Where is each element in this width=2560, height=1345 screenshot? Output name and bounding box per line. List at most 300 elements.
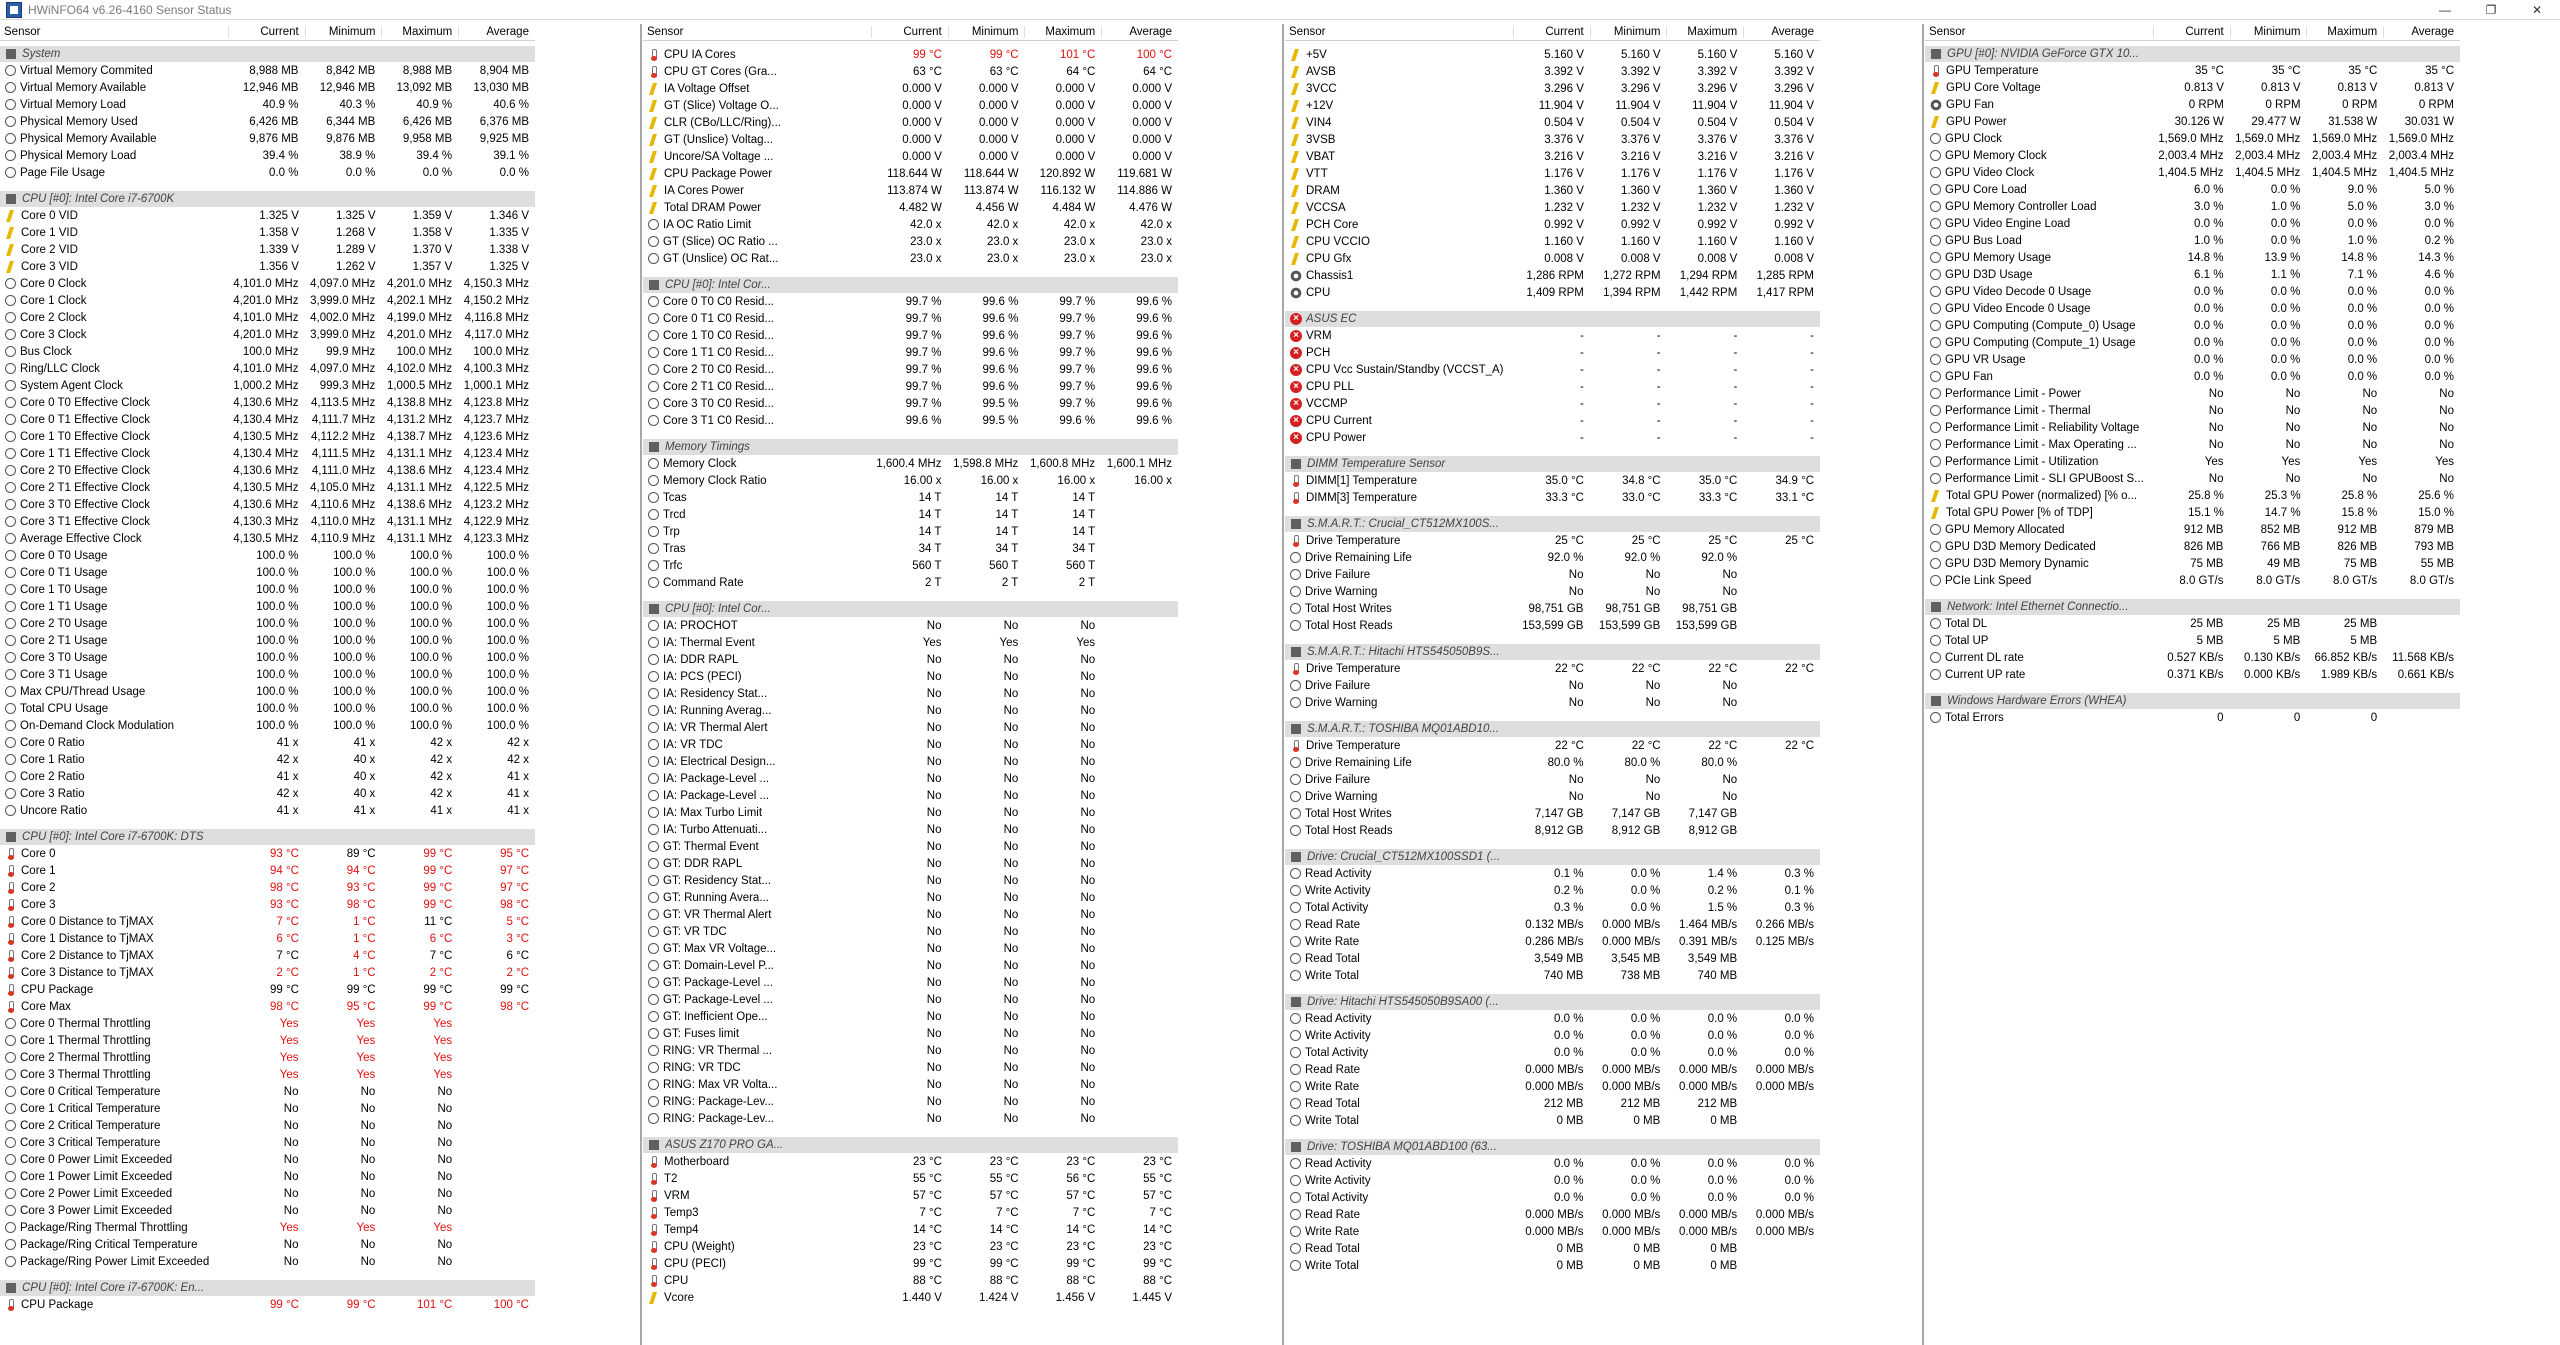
sensor-row[interactable] [643,182,1178,199]
sensor-row[interactable] [0,1134,535,1151]
sensor-row[interactable] [643,1153,1178,1170]
sensor-row[interactable] [0,964,535,981]
sensor-row[interactable] [643,472,1178,489]
sensor-group-header[interactable] [1925,599,2460,615]
header-minimum[interactable]: Minimum [305,26,382,38]
sensor-row[interactable] [0,751,535,768]
header-average[interactable]: Average [1101,26,1178,38]
sensor-row[interactable] [643,250,1178,267]
sensor-row[interactable] [1285,899,1820,916]
sensor-row[interactable] [0,802,535,819]
sensor-row[interactable] [1285,46,1820,63]
sensor-row[interactable] [0,224,535,241]
sensor-row[interactable] [1285,566,1820,583]
sensor-row[interactable] [643,804,1178,821]
sensor-row[interactable] [0,513,535,530]
sensor-column-3[interactable] [1285,24,1820,1345]
sensor-row[interactable] [0,879,535,896]
sensor-row[interactable] [1285,967,1820,984]
sensor-row[interactable] [1925,453,2460,470]
header-current[interactable]: Current [2153,26,2230,38]
sensor-group-header[interactable] [0,1280,535,1296]
sensor-row[interactable] [1285,489,1820,506]
sensor-row[interactable] [643,770,1178,787]
sensor-row[interactable] [643,651,1178,668]
sensor-row[interactable] [643,1289,1178,1306]
sensor-row[interactable] [1925,198,2460,215]
header-sensor[interactable]: Sensor [647,26,684,38]
sensor-row[interactable] [0,428,535,445]
sensor-row[interactable] [0,1185,535,1202]
sensor-row[interactable] [643,668,1178,685]
sensor-row[interactable] [0,258,535,275]
sensor-row[interactable] [643,97,1178,114]
sensor-row[interactable] [1285,1010,1820,1027]
sensor-row[interactable] [1285,344,1820,361]
sensor-row[interactable] [1925,147,2460,164]
sensor-row[interactable] [1285,233,1820,250]
sensor-row[interactable] [0,1117,535,1134]
sensor-clock-icon [1290,1115,1301,1126]
sensor-row[interactable] [0,1083,535,1100]
sensor-row[interactable] [0,1015,535,1032]
sensor-row[interactable] [1285,199,1820,216]
sensor-row[interactable] [1285,114,1820,131]
sensor-row[interactable] [1285,165,1820,182]
sensor-row[interactable] [643,855,1178,872]
sensor-row[interactable] [0,632,535,649]
sensor-group-header[interactable] [643,601,1178,617]
sensor-row[interactable] [0,147,535,164]
sensor-row[interactable] [1925,521,2460,538]
sensor-row[interactable] [0,343,535,360]
sensor-row[interactable] [1285,617,1820,634]
sensor-row[interactable] [0,785,535,802]
header-maximum[interactable]: Maximum [1024,26,1101,38]
sensor-row[interactable] [0,479,535,496]
sensor-group-header[interactable] [0,829,535,845]
sensor-row[interactable] [1285,284,1820,301]
sensor-row[interactable] [1285,754,1820,771]
sensor-row[interactable] [0,547,535,564]
header-maximum[interactable]: Maximum [1666,26,1743,38]
minimize-button[interactable]: — [2439,2,2451,17]
sensor-row[interactable] [0,862,535,879]
sensor-row[interactable] [1285,250,1820,267]
sensor-row[interactable] [1925,130,2460,147]
header-minimum[interactable]: Minimum [948,26,1025,38]
sensor-row[interactable] [643,293,1178,310]
sensor-row[interactable] [1925,334,2460,351]
header-average[interactable]: Average [458,26,535,38]
sensor-row[interactable] [643,327,1178,344]
sensor-row[interactable] [0,445,535,462]
sensor-row[interactable] [1285,1095,1820,1112]
sensor-row[interactable] [0,1100,535,1117]
header-minimum[interactable]: Minimum [1590,26,1667,38]
sensor-row[interactable] [643,199,1178,216]
sensor-row[interactable] [643,940,1178,957]
minimum-value: 5 MB [2273,634,2301,647]
sensor-row[interactable] [643,1076,1178,1093]
sensor-row[interactable] [1925,368,2460,385]
minimum-value: - [1656,346,1661,359]
sensor-row[interactable] [1285,412,1820,429]
sensor-group-header[interactable] [643,277,1178,293]
sensor-row[interactable] [0,241,535,258]
sensor-name: CPU Package [21,983,94,996]
sensor-row[interactable] [1925,436,2460,453]
sensor-row[interactable] [1285,1155,1820,1172]
sensor-row[interactable] [0,411,535,428]
sensor-row[interactable] [643,540,1178,557]
close-button[interactable]: ✕ [2531,2,2543,17]
column-splitter[interactable] [1282,24,1284,1345]
header-sensor[interactable]: Sensor [4,26,41,38]
sensor-row[interactable] [1285,950,1820,967]
average-value: - [1810,363,1814,376]
sensor-row[interactable] [643,1042,1178,1059]
sensor-row[interactable] [1285,361,1820,378]
current-value: 25 MB [2190,617,2224,630]
sensor-row[interactable] [643,787,1178,804]
sensor-row[interactable] [1925,666,2460,683]
sensor-row[interactable] [0,998,535,1015]
maximum-value: 1,600.8 MHz [1029,457,1096,470]
sensor-row[interactable] [1925,649,2460,666]
sensor-row[interactable] [1285,737,1820,754]
sensor-row[interactable] [643,736,1178,753]
sensor-row[interactable] [0,326,535,343]
sensor-row[interactable] [1925,79,2460,96]
sensor-name: Current UP rate [1945,668,2026,681]
sensor-group-header[interactable] [1285,1139,1820,1155]
sensor-row[interactable] [0,734,535,751]
sensor-group-header[interactable] [0,191,535,207]
sensor-row[interactable] [0,530,535,547]
sensor-row[interactable] [643,1272,1178,1289]
sensor-row[interactable] [643,1204,1178,1221]
sensor-row[interactable] [1285,1223,1820,1240]
current-value: No [1568,585,1584,598]
header-current[interactable]: Current [1513,26,1590,38]
minimum-value: 0.0 % [1630,1191,1661,1204]
header-average[interactable]: Average [1743,26,1820,38]
current-value: 100.0 % [256,651,299,664]
header-current[interactable]: Current [871,26,948,38]
sensor-row[interactable] [1285,1044,1820,1061]
sensor-row[interactable] [643,906,1178,923]
sensor-row[interactable] [1285,80,1820,97]
header-average[interactable]: Average [2383,26,2460,38]
sensor-row[interactable] [1285,395,1820,412]
sensor-row[interactable] [0,292,535,309]
header-maximum[interactable]: Maximum [2306,26,2383,38]
sensor-row[interactable] [643,378,1178,395]
sensor-row[interactable] [0,1219,535,1236]
sensor-row[interactable] [1925,572,2460,589]
sensor-row[interactable] [1285,327,1820,344]
sensor-row[interactable] [0,164,535,181]
minimum-value: No [360,1170,376,1183]
sensor-row[interactable] [1285,882,1820,899]
sensor-row[interactable] [0,113,535,130]
sensor-row[interactable] [1925,62,2460,79]
sensor-row[interactable] [1285,131,1820,148]
sensor-row[interactable] [1285,865,1820,882]
sensor-row[interactable] [0,845,535,862]
sensor-row[interactable] [1285,549,1820,566]
sensor-row[interactable] [1925,215,2460,232]
sensor-row[interactable] [0,700,535,717]
sensor-row[interactable] [1285,1172,1820,1189]
header-sensor[interactable]: Sensor [1929,26,1966,38]
sensor-row[interactable] [643,114,1178,131]
maximum-value: 116.132 W [1040,184,1096,197]
sensor-clock-icon [1290,953,1301,964]
sensor-row[interactable] [0,1066,535,1083]
sensor-row[interactable] [0,394,535,411]
sensor-row[interactable] [1925,709,2460,726]
average-value: 14 °C [1143,1223,1172,1236]
sensor-row[interactable] [1925,113,2460,130]
sensor-row[interactable] [0,360,535,377]
sensor-row[interactable] [1285,677,1820,694]
sensor-row[interactable] [1285,97,1820,114]
sensor-row[interactable] [1925,317,2460,334]
sensor-row[interactable] [1925,181,2460,198]
sensor-row[interactable] [1285,182,1820,199]
sensor-row[interactable] [643,1170,1178,1187]
sensor-row[interactable] [0,1049,535,1066]
sensor-row[interactable] [643,80,1178,97]
sensor-row[interactable] [643,216,1178,233]
average-value: 1.160 V [1774,235,1814,248]
sensor-row[interactable] [0,62,535,79]
sensor-row[interactable] [643,46,1178,63]
sensor-group-header[interactable] [1285,721,1820,737]
sensor-row[interactable] [1285,694,1820,711]
sensor-row[interactable] [0,130,535,147]
sensor-row[interactable] [1925,232,2460,249]
sensor-row[interactable] [0,649,535,666]
sensor-row[interactable] [0,462,535,479]
sensor-row[interactable] [643,506,1178,523]
sensor-row[interactable] [0,496,535,513]
sensor-row[interactable] [643,523,1178,540]
sensor-row[interactable] [1285,771,1820,788]
sensor-row[interactable] [643,233,1178,250]
sensor-row[interactable] [1925,164,2460,181]
sensor-row[interactable] [0,1168,535,1185]
sensor-row[interactable] [1925,266,2460,283]
sensor-column-4[interactable] [1925,24,2460,1345]
column-splitter[interactable] [1922,24,1924,1345]
sensor-group-header[interactable] [1285,456,1820,472]
sensor-row[interactable] [1285,916,1820,933]
sensor-group-header[interactable] [643,1137,1178,1153]
sensor-row[interactable] [643,1238,1178,1255]
sensor-row[interactable] [643,1093,1178,1110]
sensor-row[interactable] [1925,96,2460,113]
sensor-row[interactable] [0,615,535,632]
sensor-row[interactable] [0,1296,535,1313]
sensor-row[interactable] [643,1110,1178,1127]
sensor-row[interactable] [1925,615,2460,632]
sensor-row[interactable] [0,96,535,113]
sensor-row[interactable] [643,557,1178,574]
sensor-row[interactable] [643,889,1178,906]
sensor-row[interactable] [1925,402,2460,419]
sensor-row[interactable] [1925,504,2460,521]
sensor-row[interactable] [1285,822,1820,839]
sensor-row[interactable] [0,1253,535,1270]
sensor-row[interactable] [643,923,1178,940]
sensor-group-header[interactable] [643,439,1178,455]
sensor-group-header[interactable] [0,46,535,62]
sensor-row[interactable] [643,63,1178,80]
sensor-row[interactable] [1285,472,1820,489]
sensor-row[interactable] [643,634,1178,651]
sensor-column-2[interactable] [643,24,1178,1345]
sensor-row[interactable] [0,717,535,734]
sensor-row[interactable] [643,412,1178,429]
header-current[interactable]: Current [228,26,305,38]
sensor-row[interactable] [643,489,1178,506]
sensor-row[interactable] [1285,933,1820,950]
sensor-row[interactable] [0,1236,535,1253]
sensor-row[interactable] [643,753,1178,770]
sensor-row[interactable] [643,574,1178,591]
sensor-row[interactable] [1925,632,2460,649]
sensor-row[interactable] [1285,600,1820,617]
sensor-row[interactable] [1925,487,2460,504]
sensor-row[interactable] [1285,1078,1820,1095]
sensor-row[interactable] [0,913,535,930]
sensor-row[interactable] [1925,385,2460,402]
sensor-row[interactable] [1925,555,2460,572]
sensor-group-header[interactable] [1285,849,1820,865]
column-splitter[interactable] [640,24,642,1345]
sensor-row[interactable] [1285,1206,1820,1223]
sensor-row[interactable] [0,981,535,998]
sensor-group-header[interactable] [1285,516,1820,532]
sensor-row[interactable] [1285,63,1820,80]
sensor-group-header[interactable] [1285,644,1820,660]
sensor-row[interactable] [1925,538,2460,555]
sensor-row[interactable] [1285,788,1820,805]
sensor-row[interactable] [1285,148,1820,165]
sensor-row[interactable] [643,148,1178,165]
sensor-row[interactable] [1285,1240,1820,1257]
sensor-row[interactable] [643,455,1178,472]
sensor-row[interactable] [1925,283,2460,300]
sensor-row[interactable] [643,1221,1178,1238]
sensor-row[interactable] [643,1059,1178,1076]
sensor-row[interactable] [1285,805,1820,822]
sensor-row[interactable] [1285,429,1820,446]
sensor-row[interactable] [643,1255,1178,1272]
sensor-row[interactable] [1285,1112,1820,1129]
sensor-row[interactable] [643,991,1178,1008]
sensor-row[interactable] [1925,300,2460,317]
sensor-row[interactable] [0,768,535,785]
sensor-row[interactable] [0,1032,535,1049]
sensor-row[interactable] [643,617,1178,634]
current-value: 92.0 % [1547,551,1584,564]
sensor-row[interactable] [0,896,535,913]
sensor-row[interactable] [1285,660,1820,677]
sensor-row[interactable] [1925,470,2460,487]
sensor-row[interactable] [1285,1061,1820,1078]
sensor-row[interactable] [1285,532,1820,549]
sensor-row[interactable] [1285,1257,1820,1274]
sensor-row[interactable] [0,309,535,326]
sensor-group-header[interactable] [1925,46,2460,62]
sensor-row[interactable] [643,1025,1178,1042]
header-maximum[interactable]: Maximum [381,26,458,38]
sensor-row[interactable] [0,564,535,581]
sensor-row[interactable] [643,1008,1178,1025]
sensor-row[interactable] [643,344,1178,361]
sensor-row[interactable] [643,131,1178,148]
sensor-row[interactable] [0,79,535,96]
sensor-row[interactable] [643,821,1178,838]
sensor-row[interactable] [643,957,1178,974]
sensor-row[interactable] [643,685,1178,702]
sensor-row[interactable] [0,377,535,394]
sensor-row[interactable] [0,947,535,964]
sensor-row[interactable] [0,1202,535,1219]
sensor-row[interactable] [1285,1027,1820,1044]
minimum-value: 34 T [995,542,1019,555]
sensor-row[interactable] [643,872,1178,889]
sensor-row[interactable] [0,598,535,615]
sensor-row[interactable] [0,683,535,700]
sensor-group-header[interactable] [1285,311,1820,327]
sensor-row[interactable] [643,165,1178,182]
sensor-row[interactable] [643,838,1178,855]
sensor-row[interactable] [1285,216,1820,233]
sensor-row[interactable] [1925,351,2460,368]
sensor-row[interactable] [1285,378,1820,395]
sensor-row[interactable] [0,1151,535,1168]
sensor-row[interactable] [1925,419,2460,436]
header-sensor[interactable]: Sensor [1289,26,1326,38]
sensor-row[interactable] [1285,1189,1820,1206]
restore-button[interactable]: ❐ [2485,2,2497,17]
sensor-row[interactable] [643,974,1178,991]
sensor-group-header[interactable] [1285,994,1820,1010]
header-minimum[interactable]: Minimum [2230,26,2307,38]
sensor-row[interactable] [643,361,1178,378]
sensor-row[interactable] [0,581,535,598]
sensor-row[interactable] [643,1187,1178,1204]
sensor-row[interactable] [643,310,1178,327]
sensor-row[interactable] [0,666,535,683]
sensor-row[interactable] [643,702,1178,719]
sensor-row[interactable] [0,930,535,947]
sensor-group-header[interactable] [1925,693,2460,709]
sensor-row[interactable] [0,207,535,224]
sensor-row[interactable] [0,275,535,292]
sensor-row[interactable] [1285,583,1820,600]
sensor-column-1[interactable] [0,24,535,1345]
sensor-row[interactable] [1925,249,2460,266]
sensor-row[interactable] [643,719,1178,736]
sensor-row[interactable] [643,395,1178,412]
sensor-row[interactable] [1285,267,1820,284]
